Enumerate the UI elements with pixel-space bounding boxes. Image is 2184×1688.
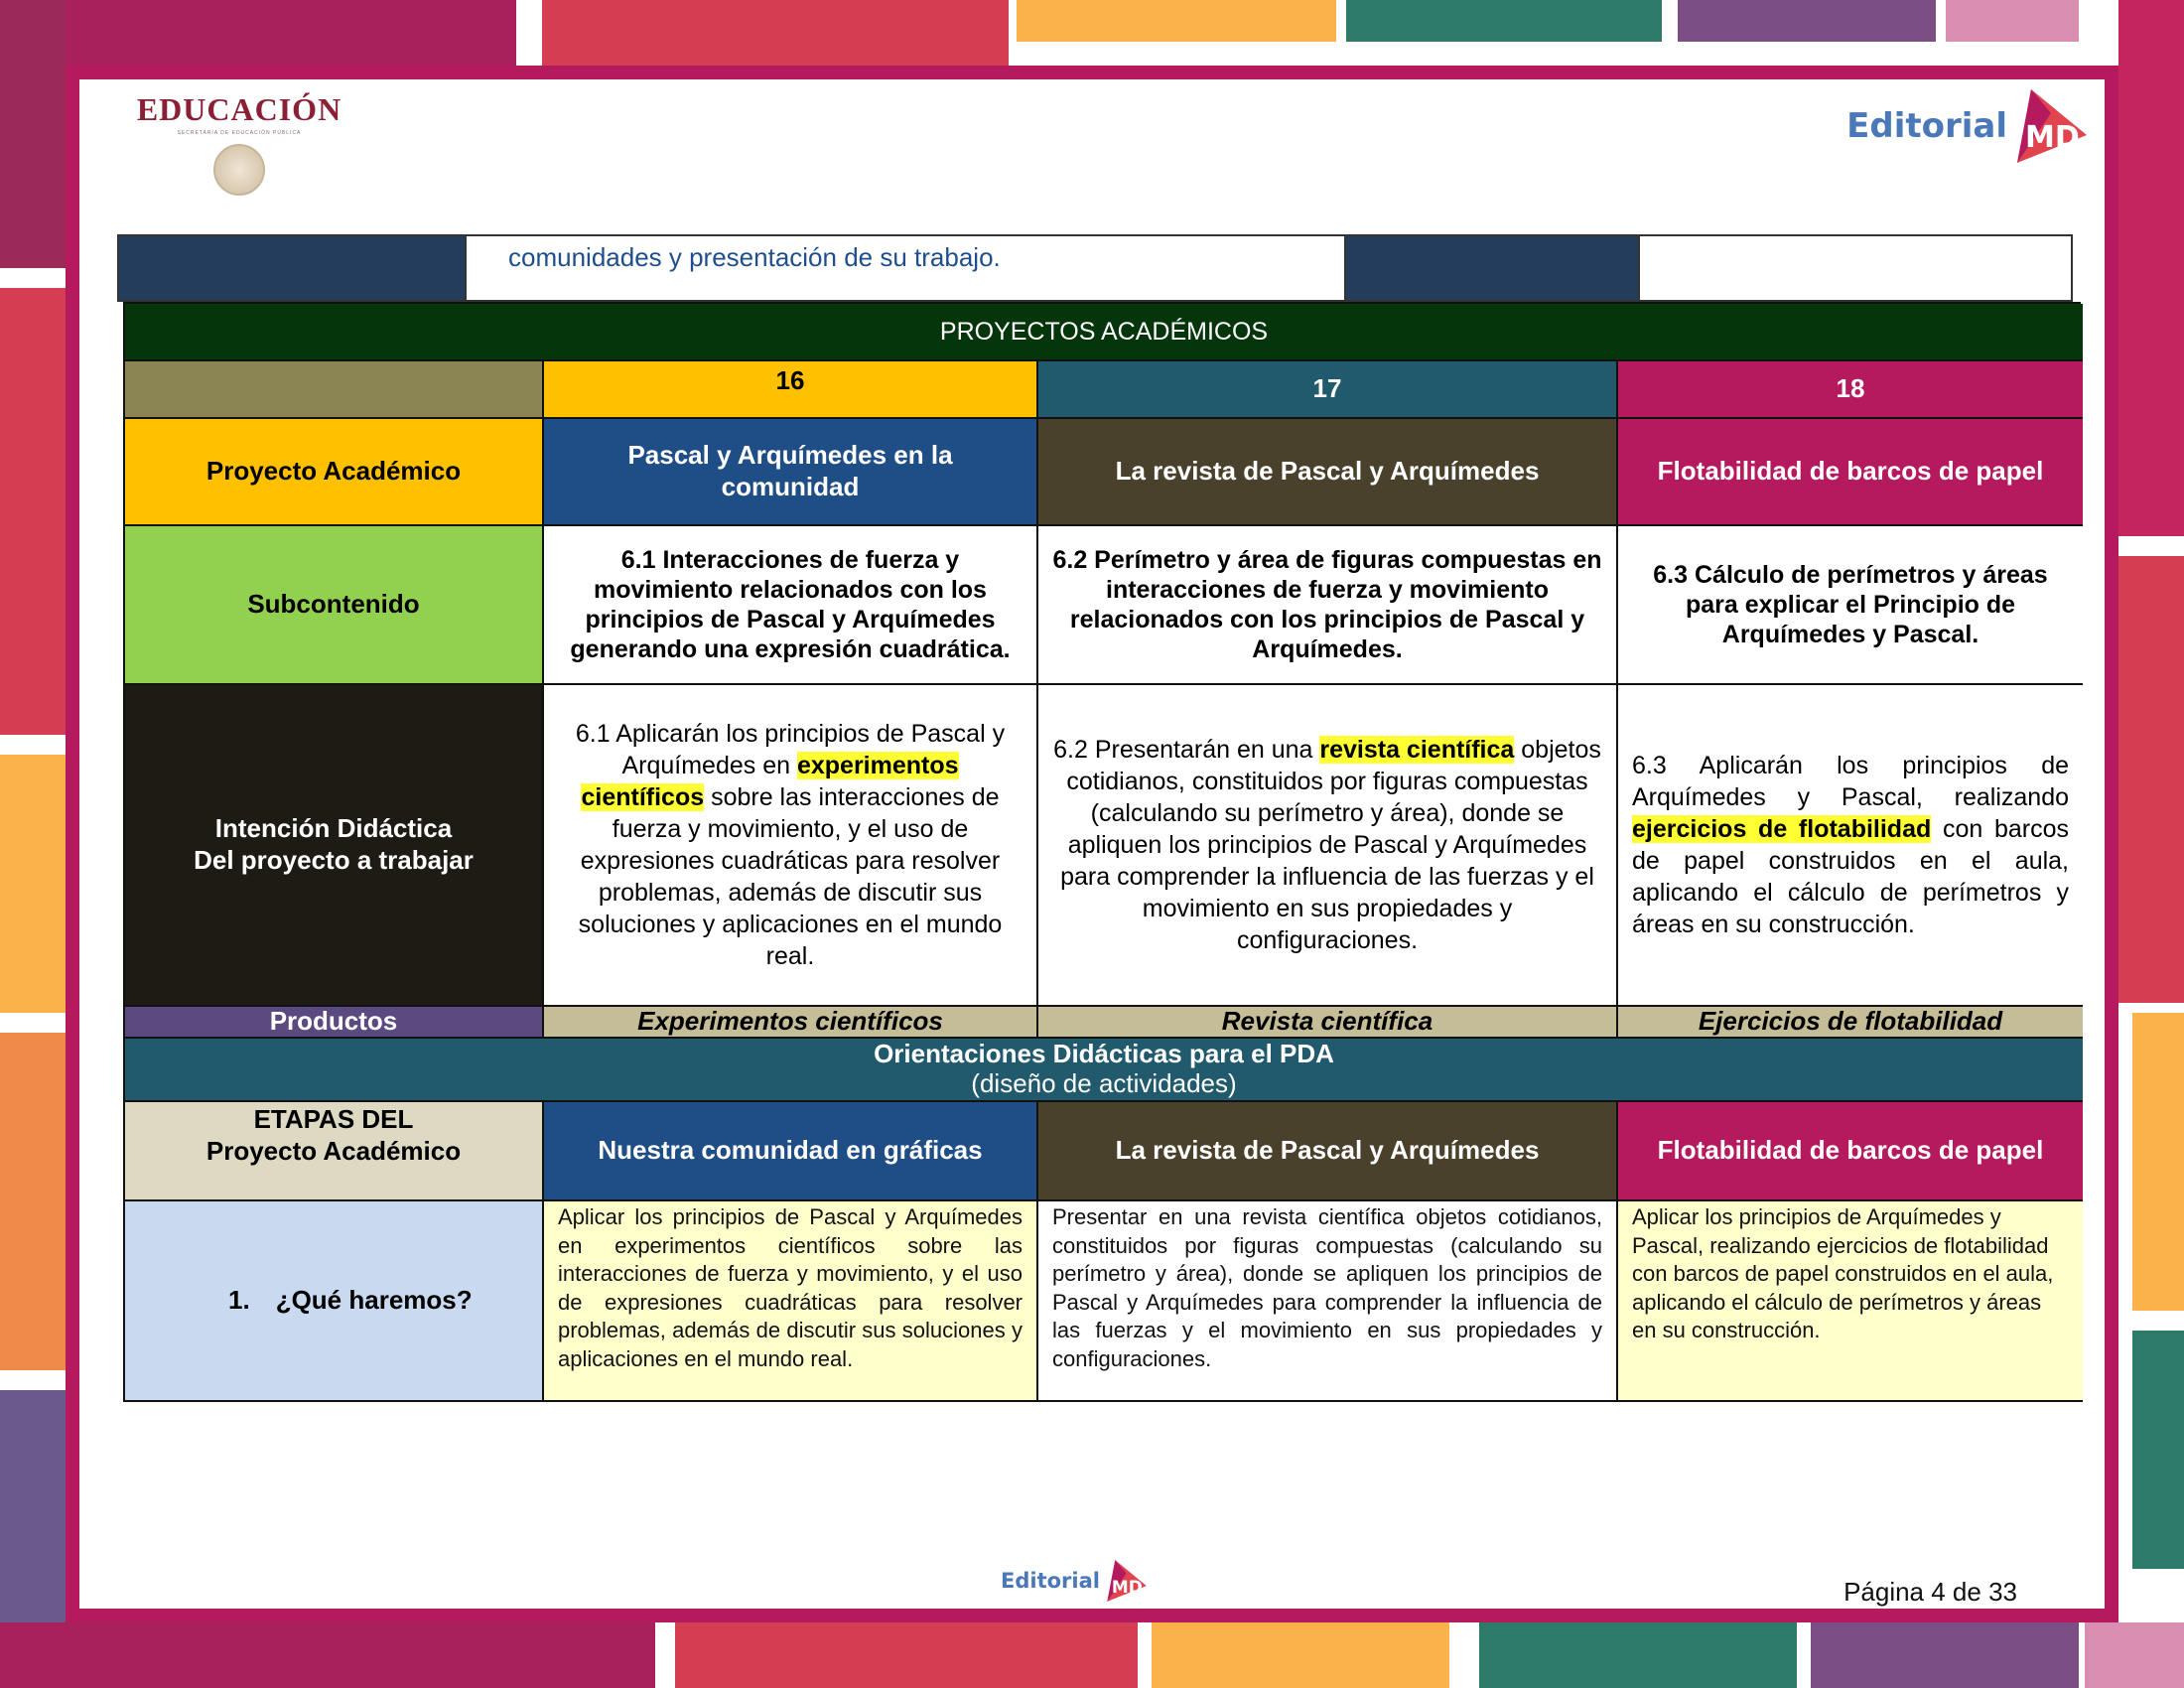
intention-16-highlight: experimentos científicos — [581, 752, 959, 811]
product-16: Experimentos científicos — [544, 1007, 1038, 1039]
academic-projects-table — [123, 302, 2081, 1402]
intention-17-text-b: objetos cotidianos, constituidos por figuras compuestas (calculando su perímetro y área), donde se apliquen los principios de Pascal y Arquímedes para comprender la influencia de las fuerzas y el movimiento en sus propiedades y configuraciones. — [1060, 736, 1601, 954]
intention-18 — [1618, 685, 2083, 1007]
orientations-title: Orientaciones Didácticas para el PDA — [874, 1039, 1334, 1069]
step-number: 1. — [228, 1285, 250, 1316]
editorial-md-logo — [1846, 85, 2089, 167]
stages-label-line2: Proyecto Académico — [205, 1135, 462, 1166]
svg-text:MD: MD — [2025, 120, 2080, 155]
svg-text:MD: MD — [1111, 1576, 1143, 1597]
national-seal-icon — [213, 144, 265, 196]
intention-18-text-a: 6.3 Aplicarán los principios de Arquímedes y Pascal, realizando — [1632, 752, 2069, 811]
intention-18-text-b: con barcos de papel construidos en el aula, aplicando el cálculo de perímetros y áreas en su construcción. — [1632, 815, 2069, 938]
subcontent-18: 6.3 Cálculo de perímetros y áreas para explicar el Principio de Arquímedes y Pascal. — [1618, 526, 2083, 685]
number-corner-cell — [125, 361, 544, 419]
prev-cell-empty — [1640, 236, 2071, 300]
education-title: EDUCACIÓN — [136, 91, 342, 127]
project-title-17: La revista de Pascal y Arquímedes — [1038, 419, 1618, 526]
orientations-subtitle: (diseño de actividades) — [971, 1068, 1237, 1098]
prev-cell-dark — [119, 236, 467, 300]
previous-table-row — [117, 234, 2073, 302]
footer-editorial-text: Editorial — [1001, 1569, 1100, 1593]
stage-title-16: Nuestra comunidad en gráficas — [544, 1102, 1038, 1201]
project-title-18: Flotabilidad de barcos de papel — [1618, 419, 2083, 526]
intention-label — [125, 685, 544, 1007]
intention-18-highlight: ejercicios de flotabilidad — [1632, 815, 1932, 843]
stage-title-17: La revista de Pascal y Arquímedes — [1038, 1102, 1618, 1201]
intention-16-text-a: 6.1 Aplicarán los principios de Pascal y Arquímedes en — [575, 720, 1006, 779]
intention-17 — [1038, 685, 1618, 1007]
footer-md-logo-icon — [1104, 1557, 1148, 1605]
stages-label — [125, 1102, 544, 1201]
stage-title-18: Flotabilidad de barcos de papel — [1618, 1102, 2083, 1201]
prev-cell-dark-2 — [1346, 236, 1640, 300]
intention-16 — [544, 685, 1038, 1007]
intention-16-text-b: sobre las interacciones de fuerza y movimiento, y el uso de expresiones cuadráticas para resolver problemas, además de discutir sus soluciones y aplicaciones en el mundo real. — [578, 783, 1003, 970]
product-17: Revista científica — [1038, 1007, 1618, 1039]
project-number-18: 18 — [1618, 361, 2083, 419]
page-number: Página 4 de 33 — [1843, 1577, 2017, 1607]
step-1-text-16: Aplicar los principios de Pascal y Arquímedes en experimentos científicos sobre las interacciones de fuerza y movimiento, y el uso de expresiones cuadráticas para resolver problemas, además de discutir sus soluciones y aplicaciones en el mundo real. — [544, 1201, 1038, 1402]
intention-label-line1: Intención Didáctica — [214, 813, 453, 844]
step-1-text-17: Presentar en una revista científica objetos cotidianos, constituidos por figuras compuestas (calculando su perímetro y área), donde se apliquen los principios de Pascal y Arquímedes para comprender la influencia de las fuerzas y el movimiento en sus propiedades y configuraciones. — [1038, 1201, 1618, 1402]
md-logo-icon — [2011, 85, 2089, 167]
step-label-text: ¿Qué haremos? — [275, 1285, 473, 1316]
subcontent-label: Subcontenido — [125, 526, 544, 685]
project-number-17: 17 — [1038, 361, 1618, 419]
orientations-header — [125, 1039, 2083, 1102]
step-1-text-18: Aplicar los principios de Arquímedes y Pascal, realizando ejercicios de flotabilidad con barcos de papel construidos en el aula, aplicando el cálculo de perímetros y áreas en su construcción. — [1618, 1201, 2083, 1402]
subcontent-17: 6.2 Perímetro y área de figuras compuestas en interacciones de fuerza y movimiento relacionados con los principios de Pascal y Arquímedes. — [1038, 526, 1618, 685]
education-subtitle: SECRETARÍA DE EDUCACIÓN PÚBLICA — [177, 130, 302, 136]
subcontent-16: 6.1 Interacciones de fuerza y movimiento relacionados con los principios de Pascal y Arquímedes generando una expresión cuadrática. — [544, 526, 1038, 685]
stages-label-line1: ETAPAS DEL — [253, 1104, 414, 1134]
footer-editorial-logo — [1001, 1557, 1148, 1605]
section-title: PROYECTOS ACADÉMICOS — [125, 304, 2083, 361]
products-label: Productos — [125, 1007, 544, 1039]
project-number-16: 16 — [544, 361, 1038, 419]
project-label: Proyecto Académico — [125, 419, 544, 526]
prev-cell-text: comunidades y presentación de su trabajo. — [467, 236, 1346, 300]
education-logo — [135, 91, 343, 196]
project-title-16: Pascal y Arquímedes en la comunidad — [544, 419, 1038, 526]
intention-label-line2: Del proyecto a trabajar — [194, 845, 474, 875]
intention-17-text-a: 6.2 Presentarán en una — [1053, 736, 1320, 764]
product-18: Ejercicios de flotabilidad — [1618, 1007, 2083, 1039]
editorial-logo-text: Editorial — [1846, 106, 2007, 146]
intention-17-highlight: revista científica — [1319, 736, 1515, 764]
step-1-label — [125, 1201, 544, 1402]
